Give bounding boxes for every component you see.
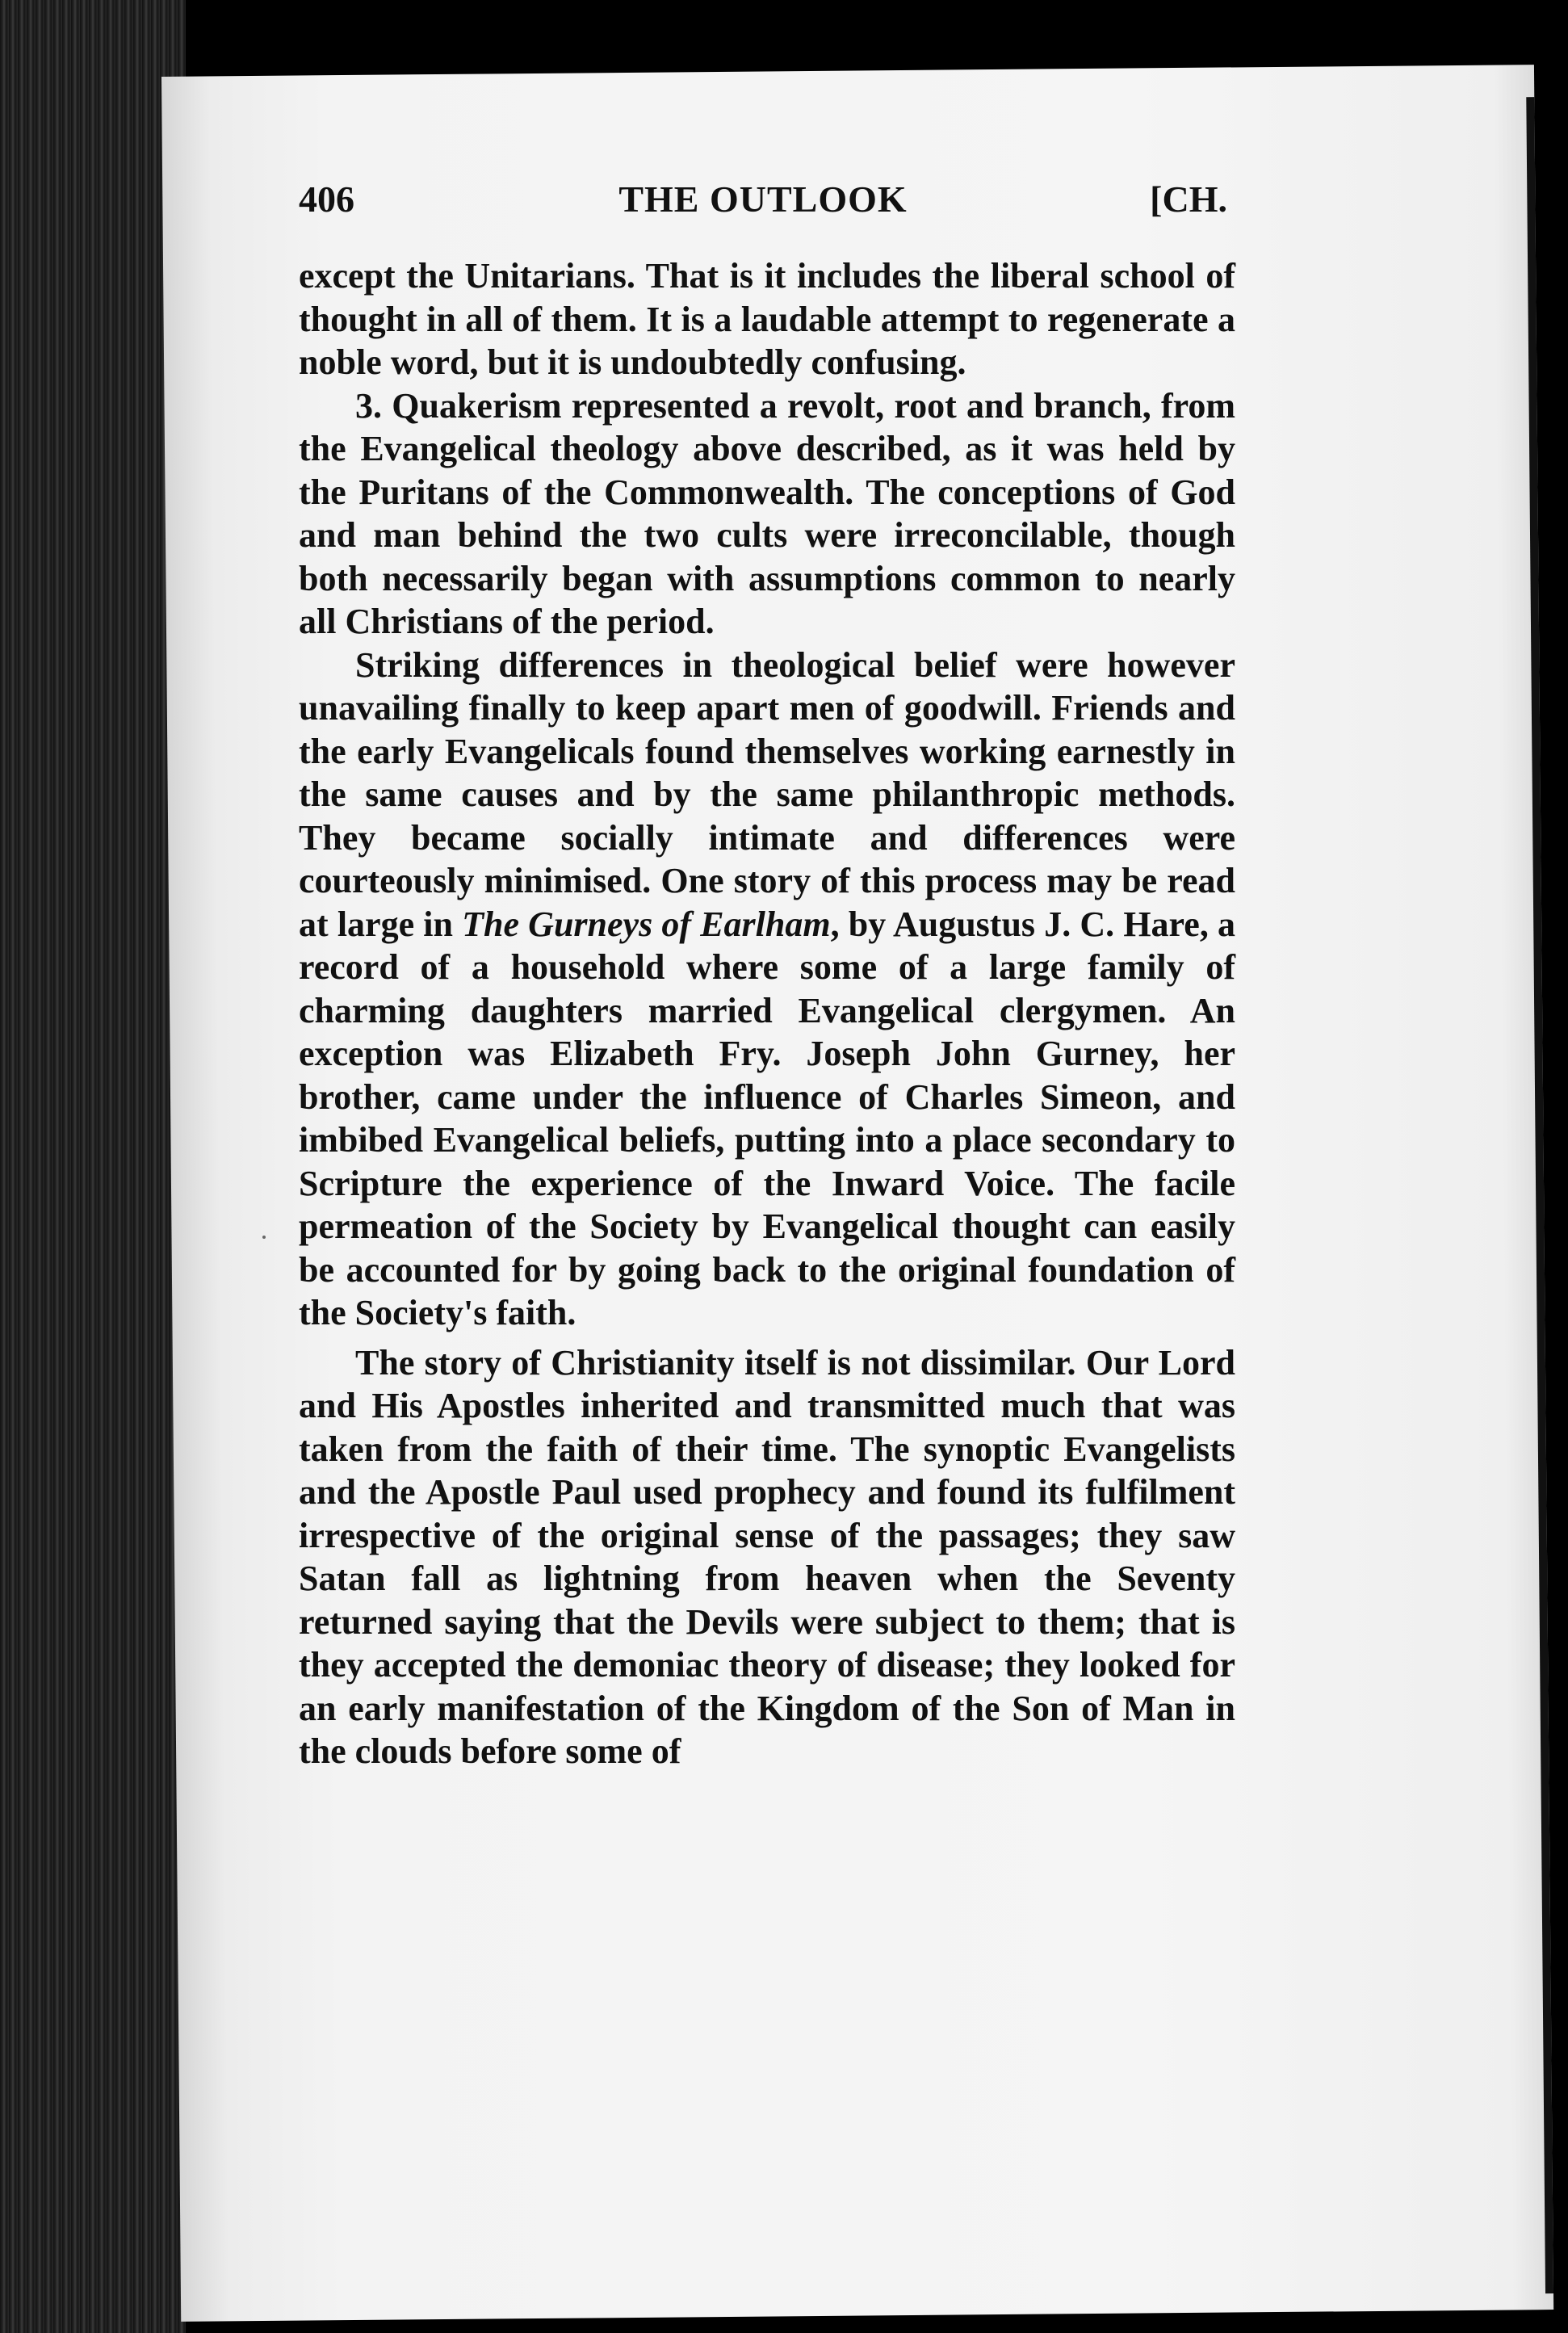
running-header [299, 178, 1227, 234]
page-body [299, 254, 1235, 1773]
paragraph-4: The story of Christianity itself is not dissimilar. Our Lord and His Apostles inherited and transmitted much that was taken from the faith of their time. The synoptic Evangelists and the Apostle Paul used prophecy and found its fulfilment irrespective of the original sense of the passages; they saw Satan fall as lightning from heaven when the Seventy returned saying that the Devils were subject to them; that is they accepted the demoniac theory of disease; they looked for an early manifestation of the Kingdom of the Son of Man in the clouds before some of [299, 1342, 1235, 1771]
book-page-edges [0, 0, 186, 2333]
paragraph-3-text-a: Striking differences in theological belief were however unavailing finally to keep apart men of goodwill. Friends and the early Evangelicals found themselves working earnestly in the same causes and by the same philanthropic methods. They became socially intimate and differences were courteously minimised. One story of this process may be read at large in [299, 644, 1235, 944]
chapter-mark: [CH. [1150, 178, 1227, 220]
book-title-citation: The Gurneys of Earlham [462, 904, 831, 944]
margin-speck [262, 1236, 266, 1239]
paragraph-3 [299, 644, 1235, 1335]
running-title: THE OUTLOOK [618, 178, 908, 220]
page-shadow-edge [1526, 97, 1553, 2293]
paragraph-3-text-b: , by Augustus J. C. Hare, a record of a household where some of a large family of charming daughters married Evangelical clergymen. An exception was Elizabeth Fry. Joseph John Gurney, her brother, came under the influence of Charles Simeon, and imbibed Evangelical beliefs, putting into a place secondary to Scripture the experience of the Inward Voice. The facile permeation of the Society by Evangelical thought can easily be accounted for by going back to the original foundation of the Society's faith. [299, 904, 1235, 1332]
paragraph-1: except the Unitarians. That is it includes the liberal school of thought in all of them. It is a laudable attempt to regenerate a noble word, but it is undoubtedly confusing. [299, 256, 1235, 382]
paragraph-2: 3. Quakerism represented a revolt, root and branch, from the Evangelical theology above described, as it was held by the Puritans of the Commonwealth. The conceptions of God and man behind the two cults were irreconcilable, though both necessarily began with assumptions common to nearly all Christians of the period. [299, 385, 1235, 641]
page-number: 406 [299, 178, 354, 220]
